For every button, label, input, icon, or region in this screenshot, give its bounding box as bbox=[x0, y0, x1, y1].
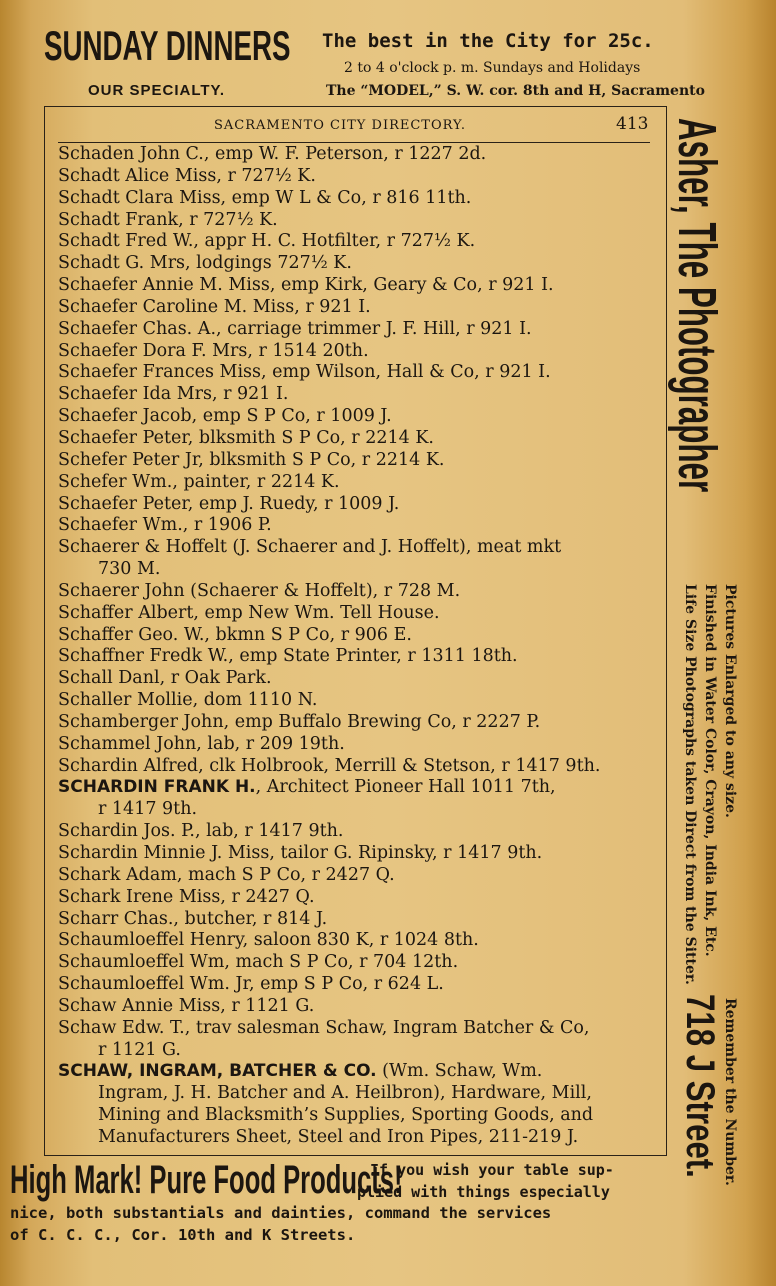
side-ad-remember: Remember the Number. bbox=[722, 998, 738, 1186]
entry-text: Schaefer Jacob, emp S P Co, r 1009 J. bbox=[58, 406, 392, 427]
entry-text: Schark Irene Miss, r 2427 Q. bbox=[58, 886, 315, 907]
entry-text: Schaffer Albert, emp New Wm. Tell House. bbox=[58, 602, 440, 623]
side-ad bbox=[660, 118, 750, 1208]
header-divider bbox=[58, 142, 650, 143]
page-header-title: SACRAMENTO CITY DIRECTORY. bbox=[214, 118, 467, 133]
entry-text: Scharr Chas., butcher, r 814 J. bbox=[58, 908, 328, 929]
entry-text: , Architect Pioneer Hall 1011 7th, bbox=[255, 777, 556, 798]
side-ad-line-3: Life Size Photographs taken Direct from the Sitter. bbox=[682, 584, 698, 985]
entry-text: Schaefer Peter, emp J. Ruedy, r 1009 J. bbox=[58, 493, 400, 514]
bottom-ad-line-3: nice, both substantials and dainties, command the services bbox=[10, 1204, 552, 1222]
entry-text: Schaumloeffel Henry, saloon 830 K, r 1024 8th. bbox=[58, 930, 479, 951]
entry-text: Schadt G. Mrs, lodgings 727½ K. bbox=[58, 253, 352, 274]
entry-text: Schadt Clara Miss, emp W L & Co, r 816 11th. bbox=[58, 187, 472, 208]
entry-text: Schaefer Wm., r 1906 P. bbox=[58, 515, 272, 536]
side-ad-address: 718 J Street. bbox=[678, 994, 722, 1178]
top-ad-line-2: 2 to 4 o'clock p. m. Sundays and Holidays bbox=[344, 60, 641, 76]
entry-text: Schaefer Ida Mrs, r 921 I. bbox=[58, 384, 289, 405]
entry-text: Schefer Peter Jr, blksmith S P Co, r 2214 K. bbox=[58, 449, 445, 470]
entry-text: Schaw Edw. T., trav salesman Schaw, Ingram Batcher & Co, bbox=[58, 1017, 590, 1038]
top-ad-specialty: OUR SPECIALTY. bbox=[88, 82, 226, 99]
side-ad-name: Asher, The Photographer bbox=[667, 118, 727, 493]
entry-text: Schark Adam, mach S P Co, r 2427 Q. bbox=[58, 864, 395, 885]
bottom-ad-title: High Mark! Pure Food Products! bbox=[10, 1158, 403, 1202]
bottom-ad-line-2: plied with things especially bbox=[357, 1183, 610, 1201]
entry-text: Schefer Wm., painter, r 2214 K. bbox=[58, 471, 340, 492]
entry-text: Schaefer Chas. A., carriage trimmer J. F. Hill, r 921 I. bbox=[58, 318, 532, 339]
entry-text: Schaefer Frances Miss, emp Wilson, Hall & Co, r 921 I. bbox=[58, 362, 551, 383]
entry-text: Schadt Alice Miss, r 727½ K. bbox=[58, 165, 316, 186]
top-ad-line-3: The “MODEL,” S. W. cor. 8th and H, Sacramento bbox=[326, 83, 705, 99]
entry-text: Schaumloeffel Wm. Jr, emp S P Co, r 624 L. bbox=[58, 974, 444, 995]
entry-text: Schaefer Peter, blksmith S P Co, r 2214 K. bbox=[58, 427, 434, 448]
entry-text: Schaller Mollie, dom 1110 N. bbox=[58, 690, 318, 711]
entry-continuation: r 1121 G. bbox=[98, 1039, 181, 1060]
entry-text: Schardin Minnie J. Miss, tailor G. Ripinsky, r 1417 9th. bbox=[58, 843, 543, 863]
entry-continuation: Ingram, J. H. Batcher and A. Heilbron), Hardware, Mill, bbox=[98, 1083, 592, 1104]
entry-text: Schaefer Caroline M. Miss, r 921 I. bbox=[58, 296, 371, 317]
entry-text: Schamberger John, emp Buffalo Brewing Co, r 2227 P. bbox=[58, 711, 541, 732]
entry-text: Schaefer Dora F. Mrs, r 1514 20th. bbox=[58, 340, 369, 361]
entry-bold-name: SCHARDIN FRANK H. bbox=[58, 777, 256, 798]
side-ad-line-2: Finished in Water Color, Crayon, India Ink, Etc. bbox=[702, 584, 718, 957]
entry-text: Schaden John C., emp W. F. Peterson, r 1227 2d. bbox=[58, 144, 487, 164]
entry-text: Schadt Fred W., appr H. C. Hotfilter, r 727½ K. bbox=[58, 231, 476, 252]
entry-text: Schaerer & Hoffelt (J. Schaerer and J. Hoffelt), meat mkt bbox=[58, 537, 562, 558]
entry-bold-name: SCHAW, INGRAM, BATCHER & CO. bbox=[58, 1061, 377, 1082]
bottom-ad-line-4: of C. C. C., Cor. 10th and K Streets. bbox=[10, 1226, 356, 1244]
entry-continuation: 730 M. bbox=[98, 559, 161, 580]
entry-continuation: Mining and Blacksmith’s Supplies, Sporting Goods, and bbox=[98, 1105, 594, 1126]
entry-text: Schaffner Fredk W., emp State Printer, r 1311 18th. bbox=[58, 646, 518, 667]
side-ad-line-1: Pictures Enlarged to any size. bbox=[722, 584, 738, 818]
entry-text: Schardin Jos. P., lab, r 1417 9th. bbox=[58, 821, 344, 842]
entry-text: Schaffer Geo. W., bkmn S P Co, r 906 E. bbox=[58, 624, 412, 645]
bottom-ad-line-1: If you wish your table sup- bbox=[370, 1161, 614, 1179]
top-ad-line-1: The best in the City for 25c. bbox=[322, 30, 654, 52]
entry-text: Schaefer Annie M. Miss, emp Kirk, Geary & Co, r 921 I. bbox=[58, 275, 554, 296]
entry-text: Schammel John, lab, r 209 19th. bbox=[58, 733, 345, 754]
entry-text: Schardin Alfred, clk Holbrook, Merrill & Stetson, r 1417 9th. bbox=[58, 755, 601, 776]
entry-text: Schadt Frank, r 727½ K. bbox=[58, 209, 278, 230]
entry-text: Schaumloeffel Wm, mach S P Co, r 704 12th. bbox=[58, 952, 459, 973]
entry-text: Schaw Annie Miss, r 1121 G. bbox=[58, 995, 315, 1016]
entry-text: (Wm. Schaw, Wm. bbox=[376, 1061, 543, 1082]
top-ad-title: SUNDAY DINNERS bbox=[44, 22, 291, 69]
page-number: 413 bbox=[616, 114, 649, 134]
entry-text: Schaerer John (Schaerer & Hoffelt), r 728 M. bbox=[58, 580, 461, 601]
entry-continuation: Manufacturers Sheet, Steel and Iron Pipes, 211-219 J. bbox=[98, 1126, 579, 1147]
entry-text: Schall Danl, r Oak Park. bbox=[58, 668, 272, 689]
entry-continuation: r 1417 9th. bbox=[98, 799, 198, 820]
